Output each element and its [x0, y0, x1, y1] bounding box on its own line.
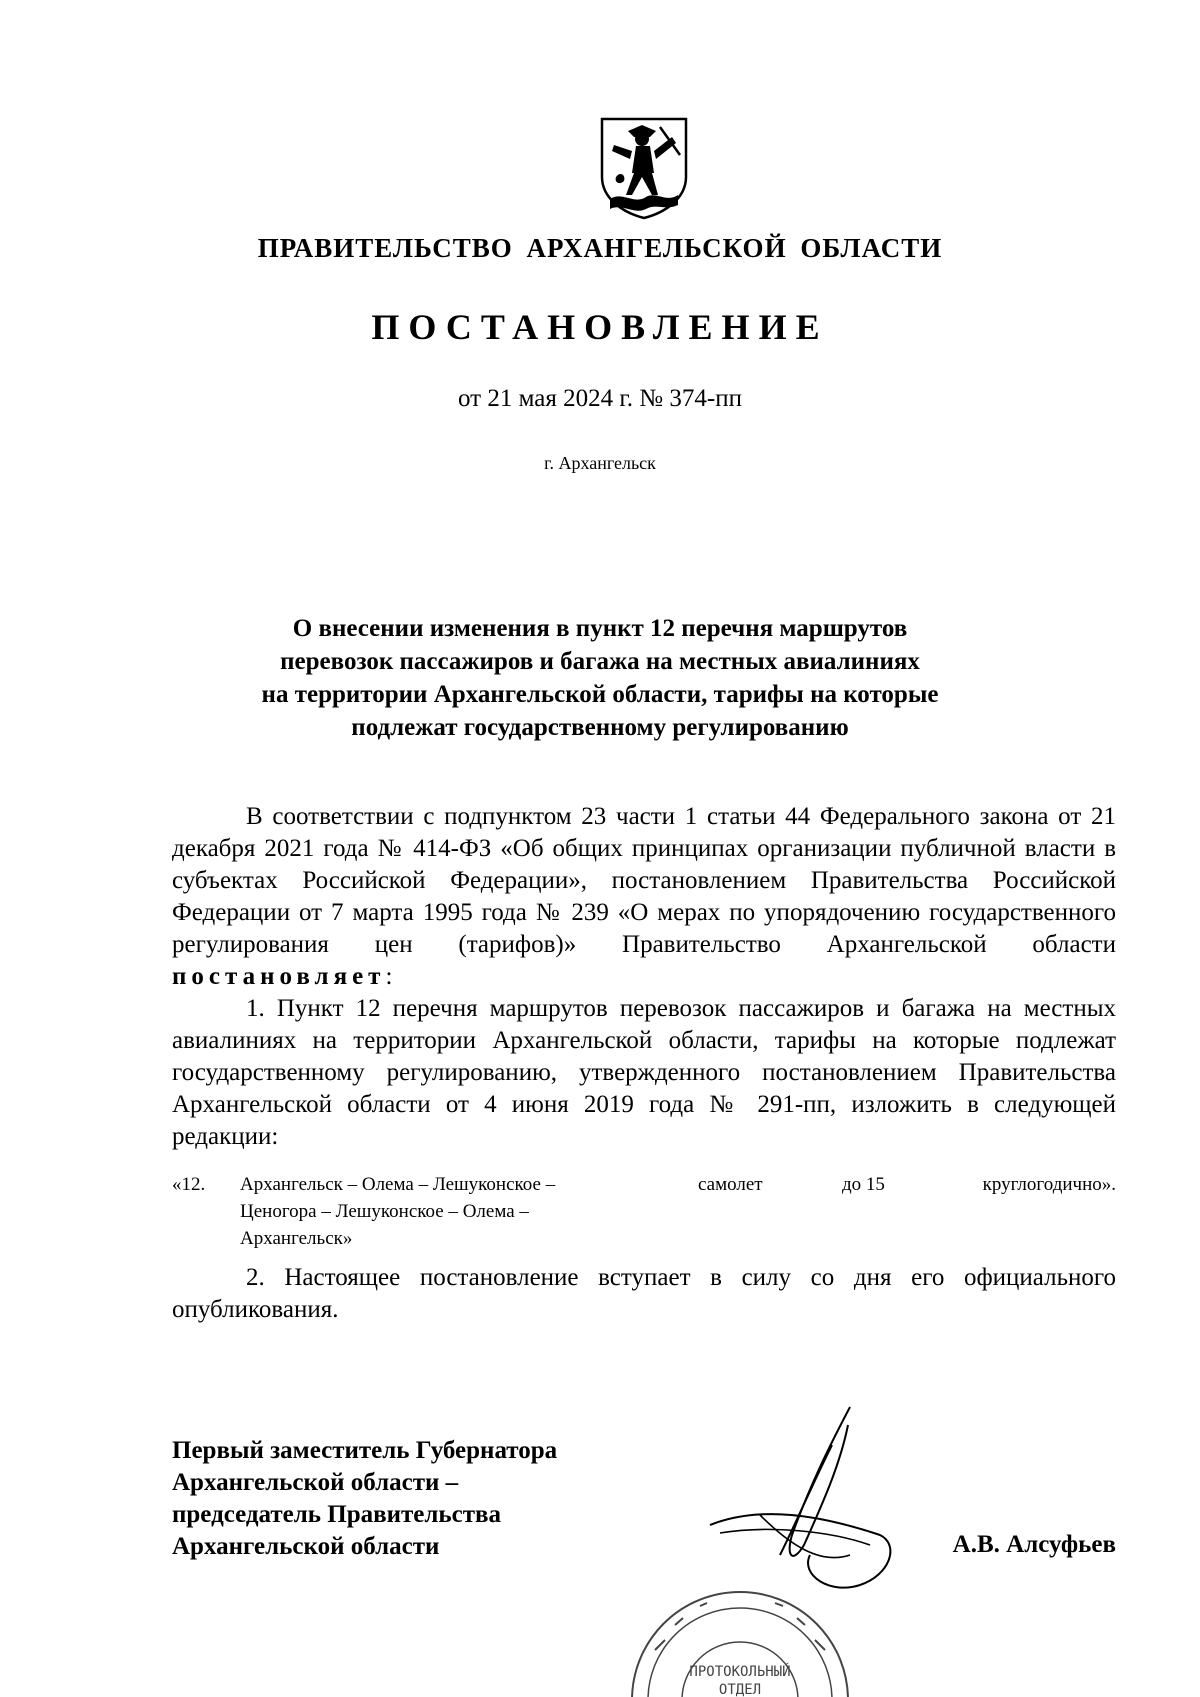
route-frequency: круглогодично». [982, 1174, 1116, 1195]
route-name-line: Архангельск – Олема – Лешуконское – [240, 1174, 556, 1195]
preamble-paragraph [172, 801, 1116, 993]
signatory-title [172, 1435, 557, 1563]
item-2-paragraph: 2. Настоящее постановление вступает в силу со дня его официального опубликования. [172, 1264, 1116, 1323]
subject-line: О внесении изменения в пункт 12 перечня маршрутов [292, 615, 908, 642]
subject-line: подлежат государственному регулированию [351, 714, 849, 741]
route-name-line: Ценогора – Лешуконское – Олема – [240, 1201, 529, 1222]
signatory-title-line: Первый заместитель Губернатора [172, 1437, 558, 1464]
document-body [172, 801, 1116, 1153]
route-entry [172, 1171, 1116, 1255]
subject-line: на территории Архангельской области, тарифы на которые [261, 681, 939, 708]
signatory-title-line: председатель Правительства [172, 1501, 502, 1528]
stamp-text-line: ОТДЕЛ [718, 1682, 762, 1697]
document-type: ПОСТАНОВЛЕНИЕ [371, 307, 829, 347]
government-title: ПРАВИТЕЛЬСТВО АРХАНГЕЛЬСКОЙ ОБЛАСТИ [257, 233, 943, 263]
official-stamp [625, 1580, 855, 1697]
route-aircraft: самолет [698, 1174, 763, 1195]
item-2-block [172, 1262, 1116, 1326]
decree-word: постановляет [172, 963, 386, 990]
signatory-title-line: Архангельской области – [172, 1469, 459, 1496]
preamble-text: В соответствии с подпунктом 23 части 1 статьи 44 Федерального закона от 21 декабря 2021 года № 414-ФЗ «Об общих принципах организации публичной власти в субъектах Российской Федерации», постановлением Правительства Российской Федерации от 7 марта 1995 года № 239 «О мерах по упорядочению государственного регулирования цен (тарифов)» Правительство Архангельской области [172, 803, 1116, 958]
preamble-colon: : [385, 963, 393, 990]
signatory-title-line: Архангельской области [172, 1533, 440, 1560]
signatory-name: А.В. Алсуфьев [952, 1531, 1116, 1558]
handwritten-signature [700, 1405, 910, 1605]
item-1-paragraph: 1. Пункт 12 перечня маршрутов перевозок пассажиров и багажа на местных авиалиниях на территории Архангельской области, тарифы на которые подлежат государственному регулированию, утвержденного постановлением Правительства Архангельской области от 4 июня 2019 года № 291-пп, изложить в следующей редакции: [172, 995, 1116, 1150]
stamp-text-line: ПРОТОКОЛЬНЫЙ [689, 1664, 791, 1680]
subject-line: перевозок пассажиров и багажа на местных авиалиниях [280, 648, 920, 675]
route-name [240, 1171, 650, 1252]
document-date-number: от 21 мая 2024 г. № 374-пп [458, 385, 742, 412]
route-number: «12. [172, 1174, 206, 1195]
document-subject [0, 612, 1200, 744]
route-capacity: до 15 [842, 1174, 885, 1195]
route-name-line: Архангельск» [240, 1228, 353, 1249]
document-city: г. Архангельск [544, 453, 656, 473]
regional-coat-of-arms-icon [598, 115, 690, 221]
